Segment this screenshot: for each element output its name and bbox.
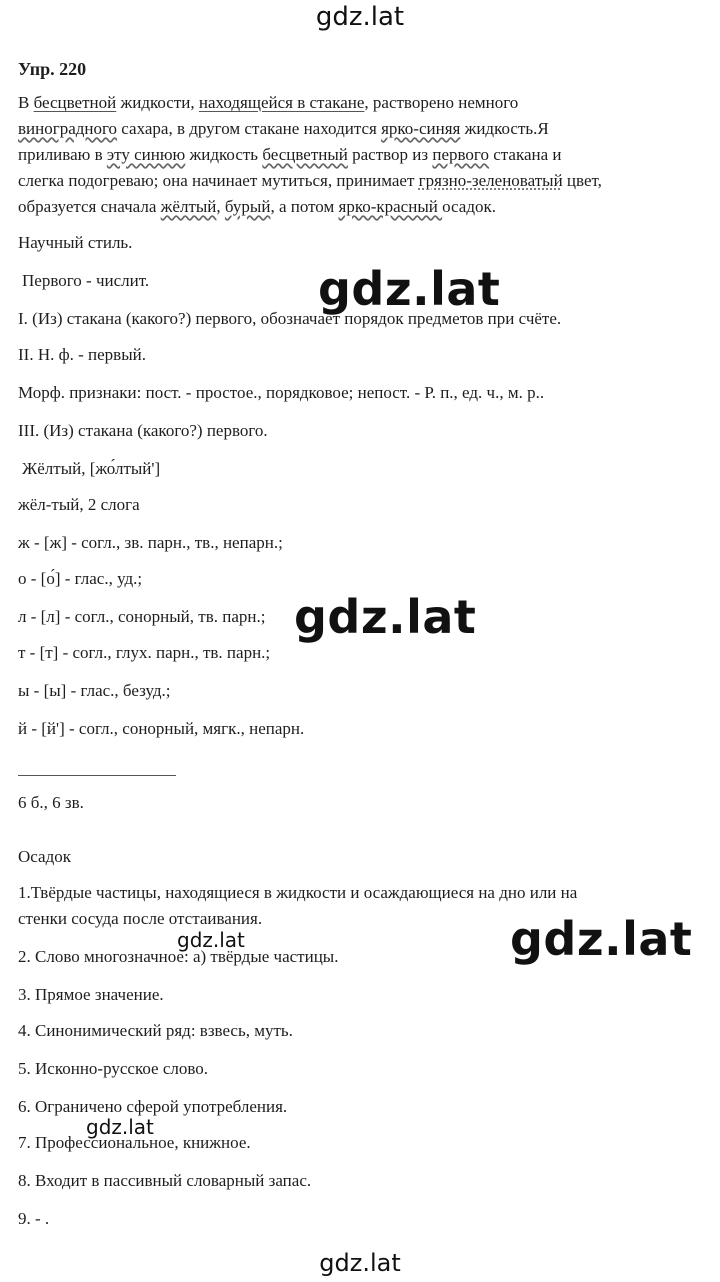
phonetic-sound-line: ы - [ы] - глас., безуд.; xyxy=(18,681,171,700)
lexical-item: 8. Входит в пассивный словарный запас. xyxy=(18,1171,312,1190)
underline-adjective: виноградного xyxy=(18,119,118,138)
morph-line: III. (Из) стакана (какого?) первого. xyxy=(18,421,268,440)
watermark-large: gdz.lat xyxy=(318,262,501,316)
text-line-5: образуется сначала жёлтый, бурый, а потом ярко-красный осадок. xyxy=(18,197,496,216)
underline-adjective: ярко-красный xyxy=(338,197,443,216)
phonetic-sound-line: о - [о́] - глас., уд.; xyxy=(18,569,143,588)
text-line-3: приливаю в эту синюю жидкость бесцветный раствор из первого стакана и xyxy=(18,145,562,164)
watermark-large: gdz.lat xyxy=(510,912,693,966)
text-line-4: слегка подогреваю; она начинает мутиться, принимает грязно-зеленоватый цвет, xyxy=(18,171,602,190)
underline-adjective: бесцветный xyxy=(262,145,348,164)
morph-line: II. Н. ф. - первый. xyxy=(18,345,146,364)
underline-adjective: жёлтый xyxy=(160,197,217,216)
lexical-item: 6. Ограничено сферой употребления. xyxy=(18,1097,288,1116)
phonetic-sound-line: й - [й'] - согл., сонорный, мягк., непарн. xyxy=(18,719,305,738)
morph-line: I. (Из) стакана (какого?) первого, обозначает порядок предметов при счёте. xyxy=(18,309,562,328)
watermark-small: gdz.lat xyxy=(86,1115,154,1139)
exercise-title: Упр. 220 xyxy=(18,59,87,79)
underline-adjective: грязно-зеленоватый xyxy=(418,171,563,190)
watermark-small: gdz.lat xyxy=(177,928,245,952)
section-divider xyxy=(18,775,176,776)
watermark-bottom: gdz.lat xyxy=(319,1249,401,1277)
phonetic-sound-line: т - [т] - согл., глух. парн., тв. парн.; xyxy=(18,643,271,662)
lexical-item: 5. Исконно-русское слово. xyxy=(18,1059,209,1078)
phonetic-total: 6 б., 6 зв. xyxy=(18,793,84,812)
lexical-item: 1.Твёрдые частицы, находящиеся в жидкости и осаждающиеся на дно или на xyxy=(18,883,578,902)
watermark-top: gdz.lat xyxy=(315,2,405,32)
underline-adjective: бурый xyxy=(224,197,271,216)
watermark-large: gdz.lat xyxy=(294,590,477,644)
underline-participle-phrase: находящейся в стакане xyxy=(198,93,365,112)
lexical-item: 2. Слово многозначное: а) твёрдые частицы. xyxy=(18,947,339,966)
lexical-item: 7. Профессиональное, книжное. xyxy=(18,1133,251,1152)
underline-adjective: бесцветной xyxy=(33,93,117,112)
underline-numeral: первого xyxy=(432,145,489,164)
phonetic-syllables: жёл-тый, 2 слога xyxy=(18,495,140,514)
morph-heading: Первого - числит. xyxy=(22,271,150,290)
lexical-item: 9. - . xyxy=(18,1209,50,1228)
lexical-heading: Осадок xyxy=(18,847,71,866)
lexical-item: 3. Прямое значение. xyxy=(18,985,164,1004)
phonetic-heading: Жёлтый, [жо́лтый'] xyxy=(22,459,161,478)
text-line-1: В бесцветной жидкости, находящейся в стакане, растворено немного xyxy=(18,93,519,112)
lexical-item: 4. Синонимический ряд: взвесь, муть. xyxy=(18,1021,293,1040)
style-label: Научный стиль. xyxy=(18,233,133,252)
phonetic-sound-line: л - [л] - согл., сонорный, тв. парн.; xyxy=(18,607,266,626)
phonetic-sound-line: ж - [ж] - согл., зв. парн., тв., непарн.; xyxy=(18,533,283,552)
morph-line: Морф. признаки: пост. - простое., порядковое; непост. - Р. п., ед. ч., м. р.. xyxy=(18,383,545,402)
underline-pronoun-adjective: эту синюю xyxy=(106,145,186,164)
text-line-2: виноградного сахара, в другом стакане находится ярко-синяя жидкость.Я xyxy=(18,119,549,138)
underline-adjective: ярко-синяя xyxy=(381,119,461,138)
lexical-item: стенки сосуда после отстаивания. xyxy=(18,909,263,928)
